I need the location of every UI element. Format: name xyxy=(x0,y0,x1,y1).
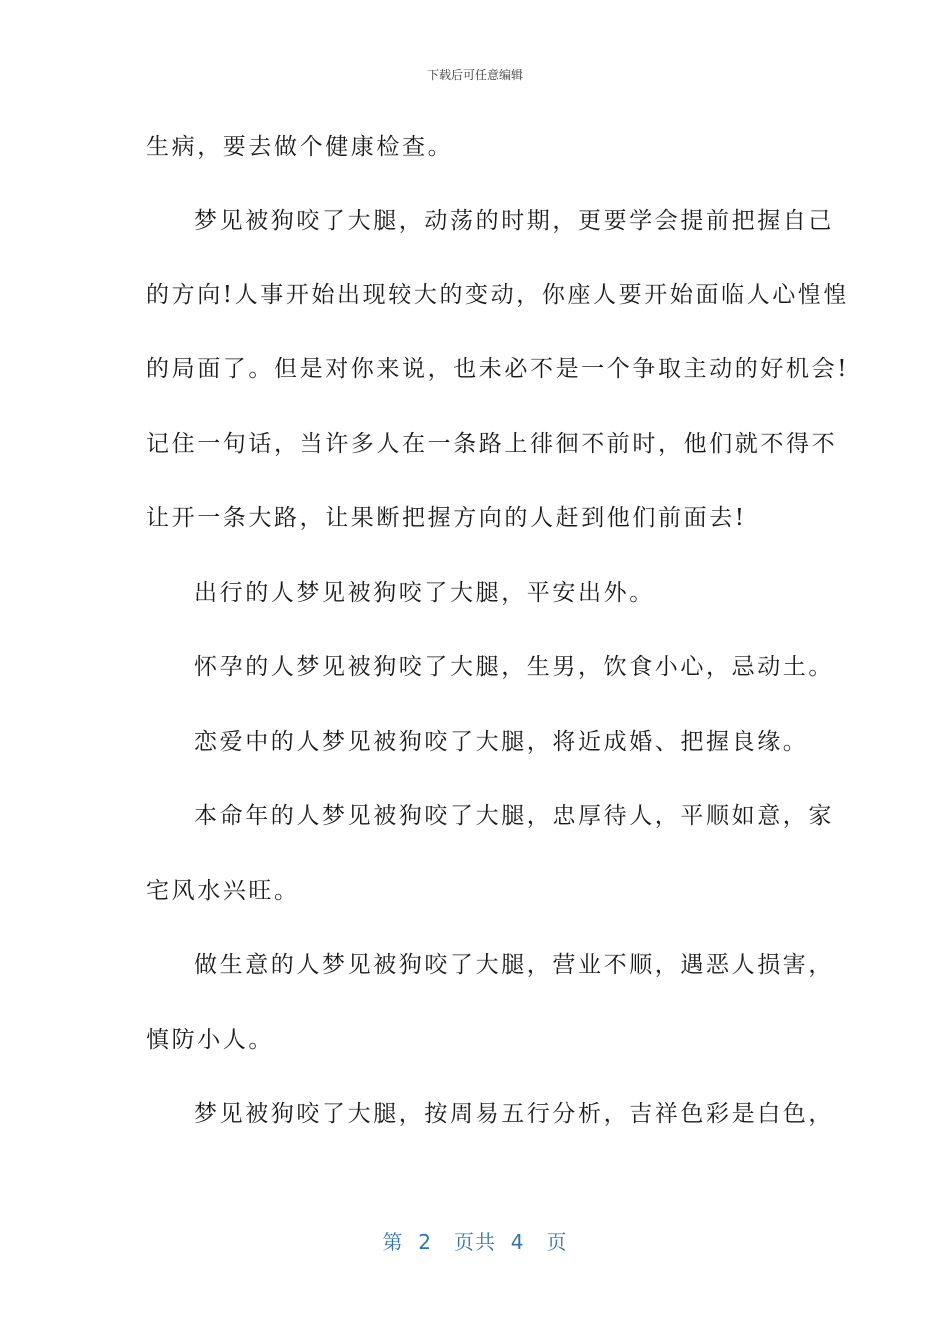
body-line: 让开一条大路，让果断把握方向的人赶到他们前面去! xyxy=(146,505,747,531)
body-line: 宅风水兴旺。 xyxy=(146,878,300,904)
page-footer: 第 2 页共 4 页 xyxy=(382,1230,568,1254)
body-line: 梦见被狗咬了大腿，按周易五行分析，吉祥色彩是白色， xyxy=(194,1101,834,1127)
body-line: 梦见被狗咬了大腿，动荡的时期，更要学会提前把握自己 xyxy=(194,208,834,234)
body-line: 本命年的人梦见被狗咬了大腿，忠厚待人，平顺如意，家 xyxy=(194,803,834,829)
body-line: 的局面了。但是对你来说，也未必不是一个争取主动的好机会! xyxy=(146,356,850,382)
body-line: 怀孕的人梦见被狗咬了大腿，生男，饮食小心，忌动土。 xyxy=(194,654,834,680)
body-line: 慎防小人。 xyxy=(146,1027,274,1053)
page-header: 下载后可任意编辑 xyxy=(426,68,523,82)
body-line: 恋爱中的人梦见被狗咬了大腿，将近成婚、把握良缘。 xyxy=(194,729,809,755)
body-line: 生病，要去做个健康检查。 xyxy=(146,134,454,160)
body-line: 记住一句话，当许多人在一条路上徘徊不前时，他们就不得不 xyxy=(146,431,838,457)
body-line: 的方向!人事开始出现较大的变动，你座人要开始面临人心惶惶 xyxy=(146,282,850,308)
body-line: 做生意的人梦见被狗咬了大腿，营业不顺，遇恶人损害， xyxy=(194,952,834,978)
body-line: 出行的人梦见被狗咬了大腿，平安出外。 xyxy=(194,580,655,606)
